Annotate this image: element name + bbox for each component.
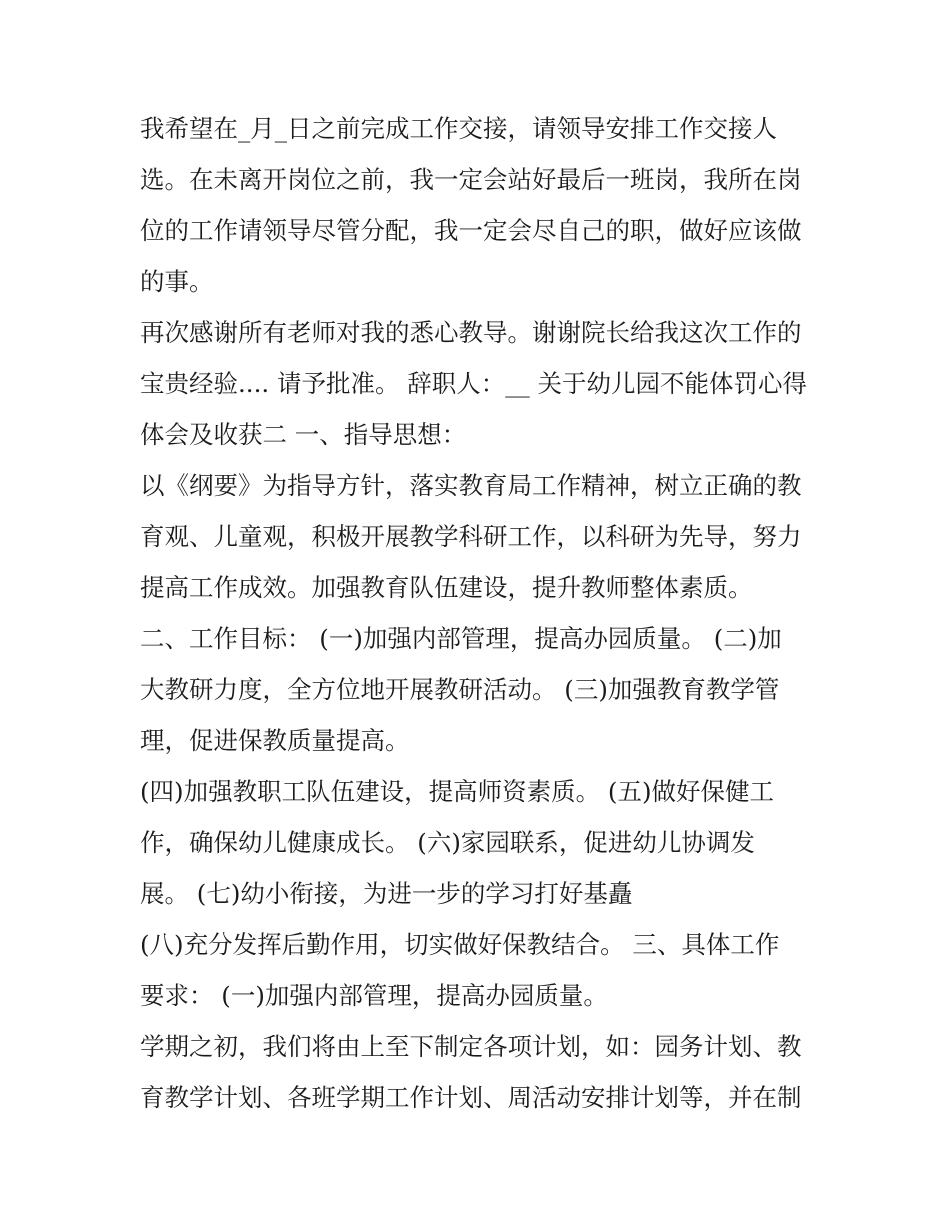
text-line: 要求： (一)加强内部管理，提高办园质量。: [140, 981, 608, 1010]
text-line: 体会及收获二 一、指导思想：: [140, 420, 467, 449]
text-line: 理，促进保教质量提高。: [140, 726, 410, 755]
text-line: 展。 (七)幼小衔接，为进一步的学习打好基矗: [140, 879, 633, 908]
text-line: (八)充分发挥后勤作用，切实做好保教结合。 三、具体工作: [140, 930, 780, 959]
text-line: 学期之初，我们将由上至下制定各项计划，如：园务计划、教: [140, 1032, 802, 1061]
text-line: 宝贵经验.... 请予批准。 辞职人：__ 关于幼儿园不能体罚心得: [140, 369, 808, 398]
text-line: 二、工作目标： (一)加强内部管理，提高办园质量。 (二)加: [140, 624, 782, 653]
text-line: 育观、儿童观，积极开展教学科研工作，以科研为先导，努力: [140, 522, 802, 551]
text-line: 我希望在_月_日之前完成工作交接，请领导安排工作交接人: [140, 114, 777, 143]
text-line: 位的工作请领导尽管分配，我一定会尽自己的职，做好应该做: [140, 216, 802, 245]
text-line: 作，确保幼儿健康成长。 (六)家园联系，促进幼儿协调发: [140, 828, 755, 857]
text-line: 再次感谢所有老师对我的悉心教导。谢谢院长给我这次工作的: [140, 318, 802, 347]
text-line: 大教研力度，全方位地开展教研活动。 (三)加强教育教学管: [140, 675, 780, 704]
text-line: (四)加强教职工队伍建设，提高师资素质。 (五)做好保健工: [140, 777, 775, 806]
text-line: 的事。: [140, 267, 214, 296]
text-line: 提高工作成效。加强教育队伍建设，提升教师整体素质。: [140, 573, 753, 602]
text-line: 以《纲要》为指导方针，落实教育局工作精神，树立正确的教: [140, 471, 802, 500]
text-line: 选。在未离开岗位之前，我一定会站好最后一班岗，我所在岗: [140, 165, 802, 194]
text-line: 育教学计划、各班学期工作计划、周活动安排计划等，并在制: [140, 1083, 802, 1112]
